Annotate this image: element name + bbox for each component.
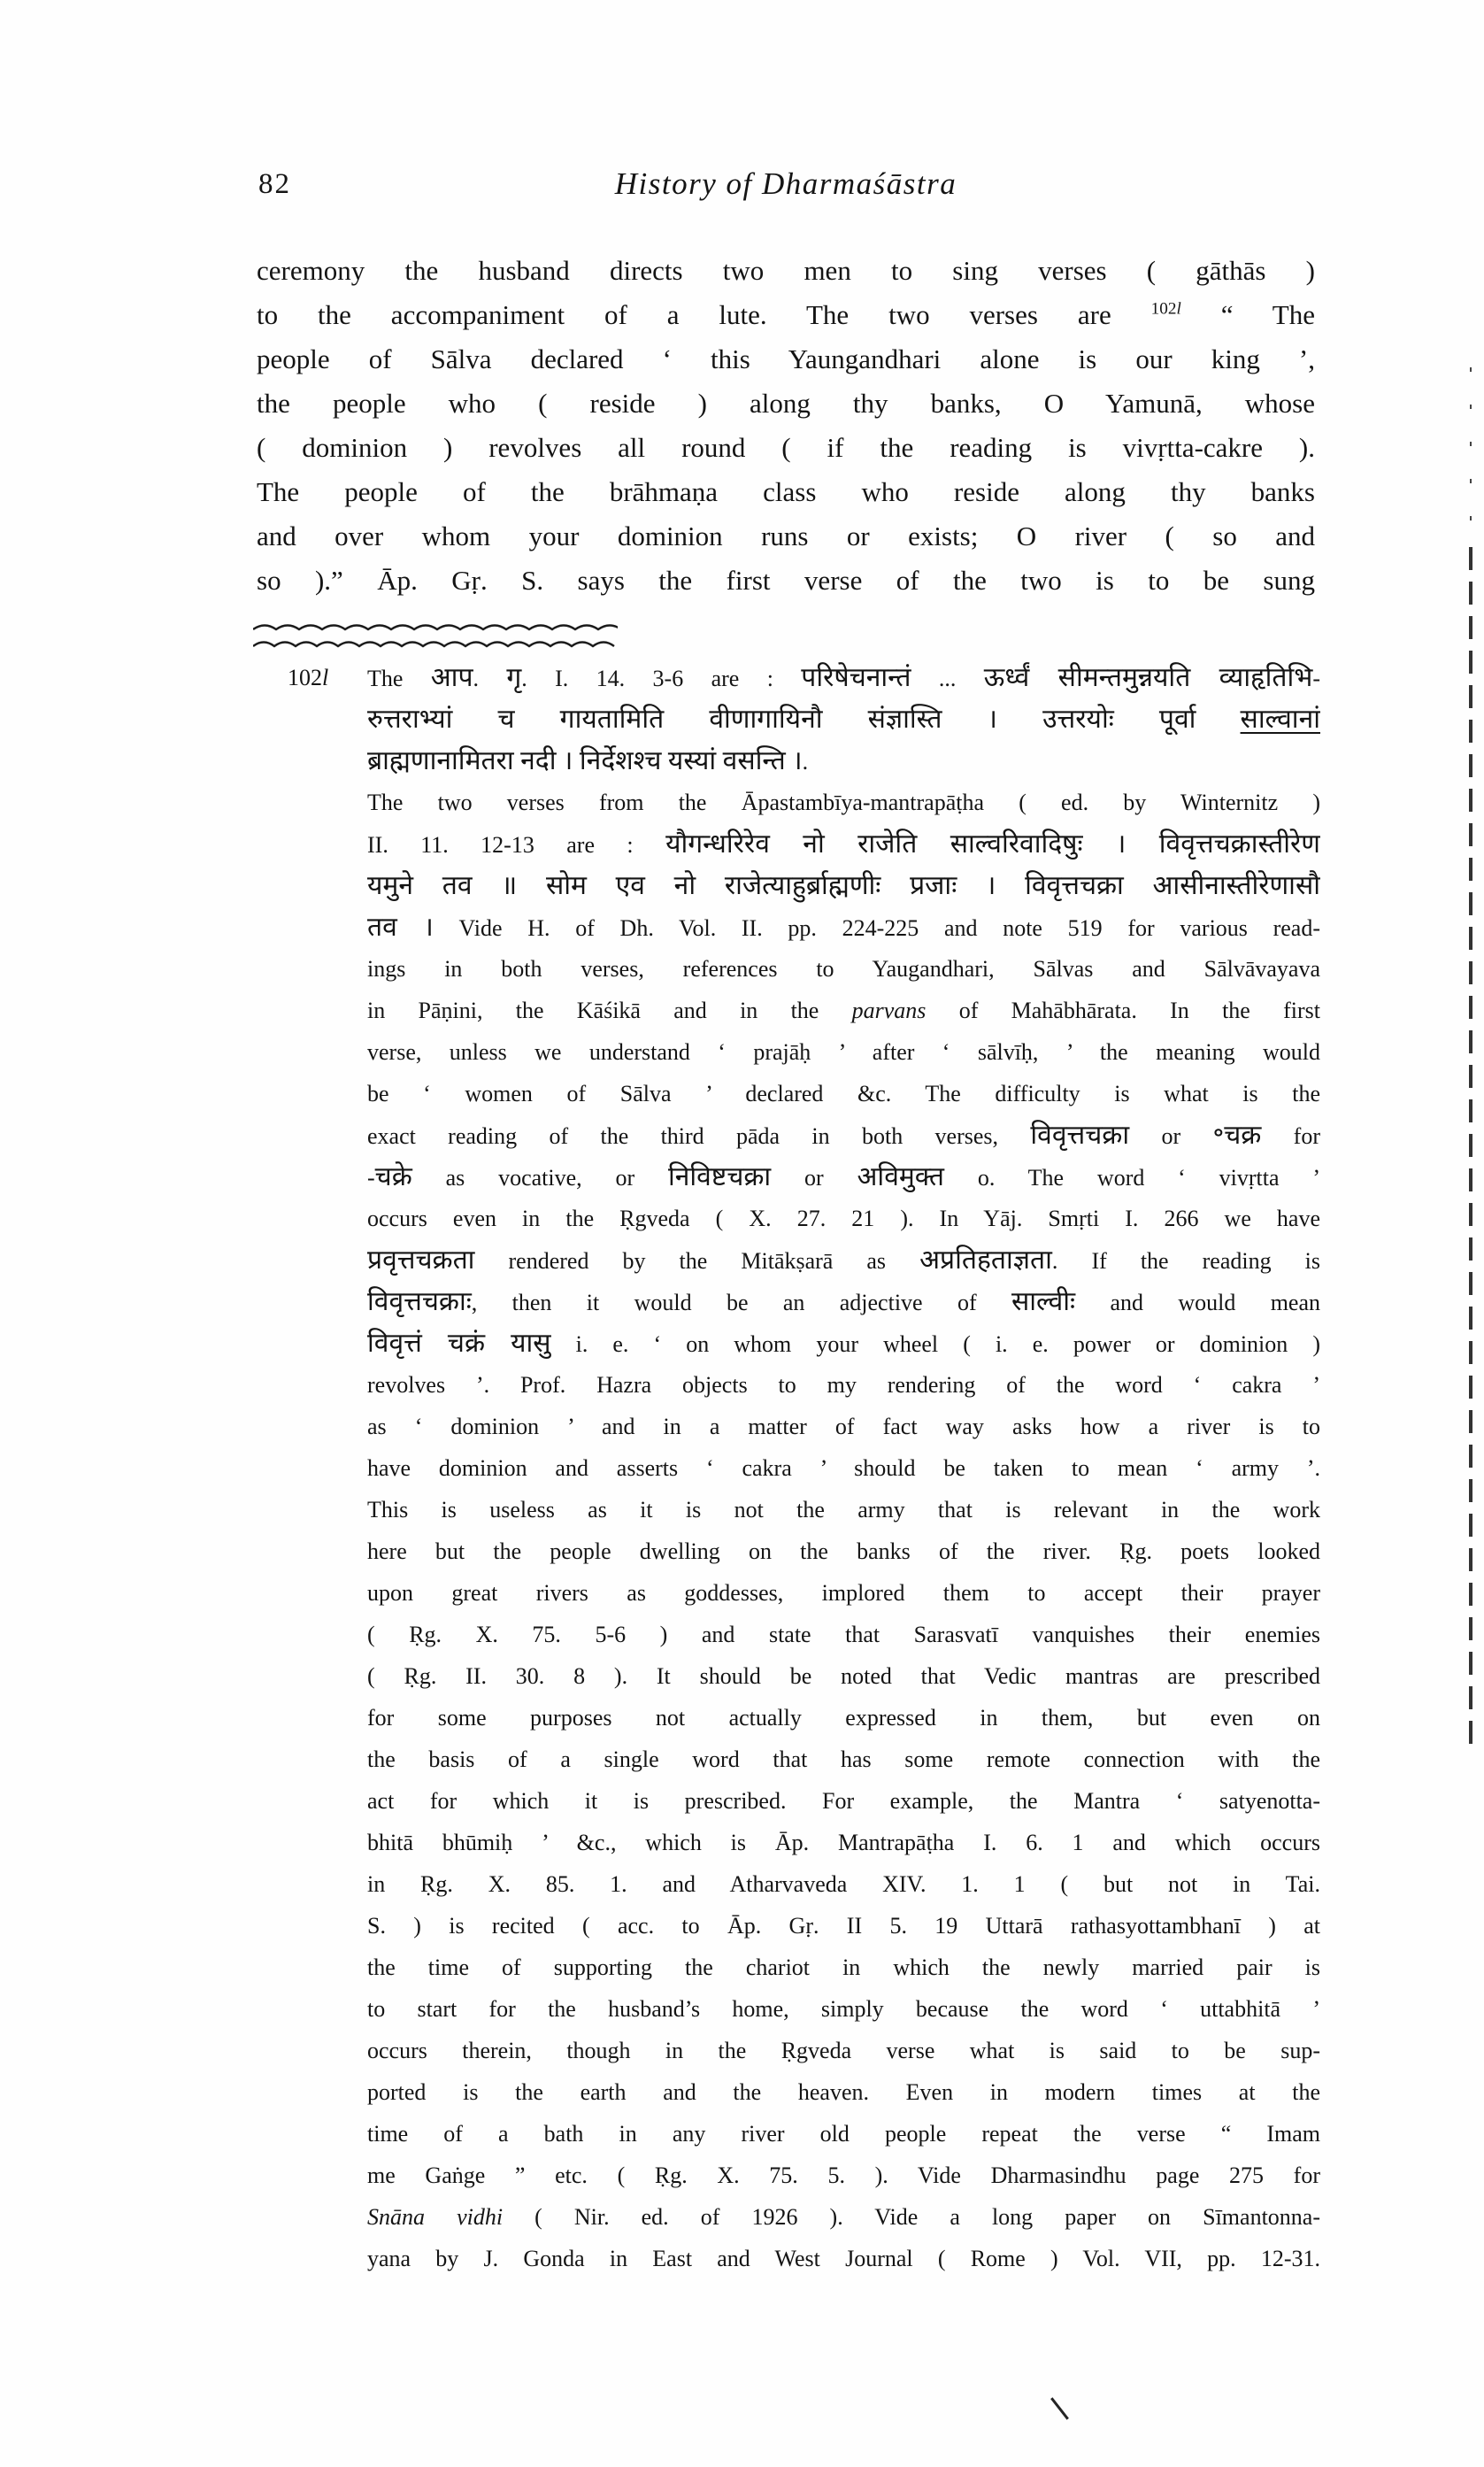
text-line: to the accompaniment of a lute. The two verses are $^{102l}$ “ The [257,299,1315,330]
text-line: This is useless as it is not the army that is relevant in the work [367,1497,1320,1523]
text-line: so ).” Āp. Gṛ. S. says the first verse of the two is to be sung [257,565,1315,596]
text-line: II. 11. 12-13 are : यौगन्धरिरेव नो राजेति साल्वरिवादिषुः । विवृत्तचक्रास्तीरेण [367,829,1320,859]
text-line: The two verses from the Āpastambīya-mantrapāṭha ( ed. by Winternitz ) [367,790,1320,815]
text-line: me Gaṅge ” etc. ( Ṛg. X. 75. 5. ). Vide Dharmasindhu page 275 for [367,2162,1320,2188]
text-line: have dominion and asserts ‘ cakra ’ should be taken to mean ‘ army ’. [367,1455,1320,1481]
main-paragraph [257,249,1315,603]
text-line: The people of the brāhmaṇa class who reside along thy banks [257,476,1315,507]
text-line: be ‘ women of Sālva ’ declared &c. The difficulty is what is the [367,1081,1320,1106]
scan-artifact-backslash-mark [1050,2397,1069,2419]
text-line: people of Sālva declared ‘ this Yaungandhari alone is our king ’, [257,343,1315,374]
text-line: the time of supporting the chariot in which the newly married pair is [367,1954,1320,1980]
scan-artifact-faint-line [1470,367,1472,544]
text-line: as ‘ dominion ’ and in a matter of fact way asks how a river is to [367,1414,1320,1439]
footnote-paragraph-1 [288,657,1320,782]
text-line: ब्राह्मणानामितरा नदी । निर्देशश्च यस्यां वसन्ति ।. [367,746,809,775]
footnote-paragraph-2 [367,782,1320,2279]
page-header [257,166,1315,209]
page-number: 82 [258,168,291,200]
text-line: ( Ṛg. X. 75. 5-6 ) and state that Sarasvatī vanquishes their enemies [367,1622,1320,1647]
text-line: act for which it is prescribed. For example, the Mantra ‘ satyenotta- [367,1788,1320,1814]
text-line: यमुने तव ॥ सोम एव नो राजेत्याहुर्ब्राह्मणीः प्रजाः । विवृत्तचक्रा आसीनास्तीरेणासौ [367,871,1320,900]
text-line: Snāna vidhi ( Nir. ed. of 1926 ). Vide a long paper on Sīmantonna- [367,2204,1320,2230]
text-line: bhitā bhūmiḥ ’ &c., which is Āp. Mantrapāṭha I. 6. 1 and which occurs [367,1830,1320,1855]
text-line: upon great rivers as goddesses, implored them to accept their prayer [367,1580,1320,1606]
text-line: ( dominion ) revolves all round ( if the reading is vivṛtta-cakre ). [257,432,1315,463]
text-line: ( Ṛg. II. 30. 8 ). It should be noted that Vedic mantras are prescribed [367,1663,1320,1689]
text-line: in Ṛg. X. 85. 1. and Atharvaveda XIV. 1. 1 ( but not in Tai. [367,1871,1320,1897]
text-line: विवृत्तं चक्रं यासु i. e. ‘ on whom your wheel ( i. e. power or dominion ) [367,1329,1320,1358]
text-line: yana by J. Gonda in East and West Journal ( Rome ) Vol. VII, pp. 12-31. [367,2246,1320,2271]
scan-artifact-dashed-line [1469,547,1472,1751]
footnote-paragraph-2-lines [367,782,1320,2279]
footnote [288,657,1320,2279]
footnote-marker: 102l [288,665,329,690]
text-line: ceremony the husband directs two men to sing verses ( gāthās ) [257,255,1315,286]
text-line: The आप. गृ. I. 14. 3-6 are : परिषेचनान्तं ... ऊर्ध्वं सीमन्तमुन्नयति व्याहृतिभि- [367,663,1320,692]
text-line: रुत्तराभ्यां च गायतामिति वीणागायिनौ संज्ञास्ति । उत्तरयोः पूर्वा साल्वानां [367,705,1320,734]
text-line: occurs therein, though in the Ṛgveda verse what is said to be sup- [367,2038,1320,2063]
text-line: time of a bath in any river old people repeat the verse “ Imam [367,2121,1320,2147]
text-line: तव । Vide H. of Dh. Vol. II. pp. 224-225 and note 519 for various read- [367,913,1320,942]
footnote-paragraph-1-lines [367,657,1320,782]
text-line: exact reading of the third pāda in both verses, विवृत्तचक्रा or ॰चक्र for [367,1121,1320,1150]
footnote-divider-squiggle [253,621,618,658]
text-line: verse, unless we understand ‘ prajāḥ ’ after ‘ sālvīḥ, ’ the meaning would [367,1039,1320,1065]
text-line: revolves ’. Prof. Hazra objects to my rendering of the word ‘ cakra ’ [367,1372,1320,1398]
text-line: S. ) is recited ( acc. to Āp. Gṛ. II 5. 19 Uttarā rathasyottambhanī ) at [367,1913,1320,1939]
text-line: विवृत्तचक्राः, then it would be an adjective of साल्वीः and would mean [367,1287,1320,1316]
text-line: occurs even in the Ṛgveda ( X. 27. 21 ). In Yāj. Smṛti I. 266 we have [367,1206,1320,1231]
page-title: History of Dharmaśāstra [614,166,957,201]
text-line: and over whom your dominion runs or exists; O river ( so and [257,520,1315,551]
text-line: ported is the earth and the heaven. Even in modern times at the [367,2079,1320,2105]
text-line: here but the people dwelling on the banks of the river. Ṛg. poets looked [367,1538,1320,1564]
text-line: to start for the husband’s home, simply because the word ‘ uttabhitā ’ [367,1996,1320,2022]
text-line: the people who ( reside ) along thy banks, O Yamunā, whose [257,388,1315,419]
text-line: for some purposes not actually expressed in them, but even on [367,1705,1320,1731]
text-line: ings in both verses, references to Yaugandhari, Sālvas and Sālvāvayava [367,956,1320,982]
text-line: the basis of a single word that has some remote connection with the [367,1746,1320,1772]
text-line: प्रवृत्तचक्रता rendered by the Mitākṣarā as अप्रतिहताज्ञता. If the reading is [367,1245,1320,1275]
text-line: in Pāṇini, the Kāśikā and in the parvans of Mahābhārata. In the first [367,998,1320,1023]
text-line: -चक्रे as vocative, or निविष्टचक्रा or अविमुक्त o. The word ‘ vivṛtta ’ [367,1162,1320,1191]
